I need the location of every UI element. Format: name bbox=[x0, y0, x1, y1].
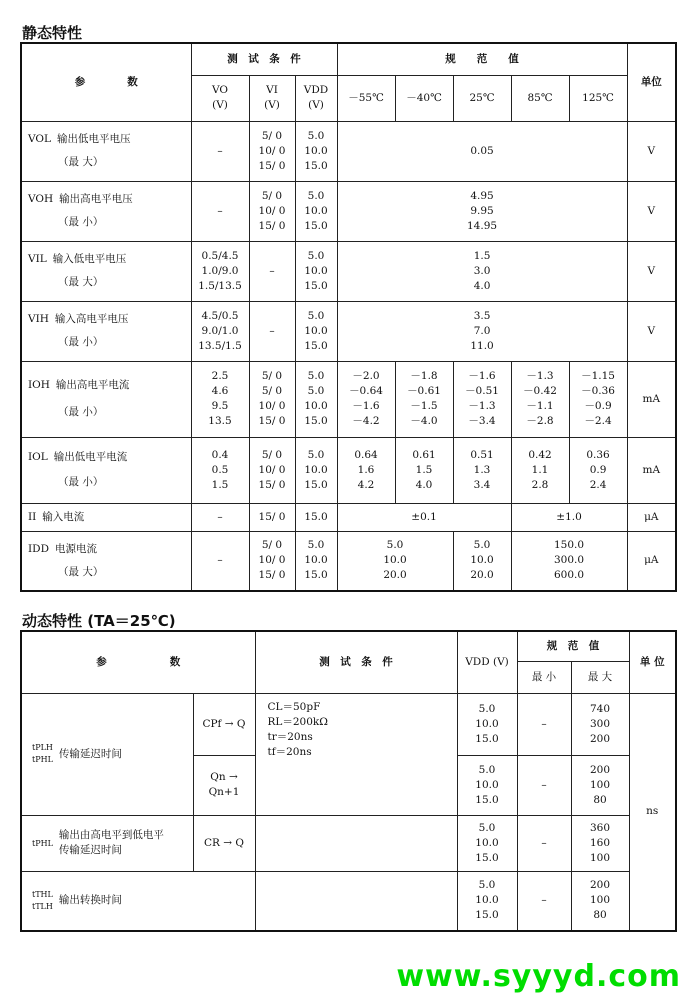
table-row bbox=[21, 181, 676, 241]
vdd-cell: 5.0 5.0 10.0 15.0 bbox=[295, 361, 337, 437]
param-cell bbox=[21, 241, 191, 301]
param-symbol: tPLH bbox=[32, 743, 53, 752]
spec-header: 规 范 值 bbox=[337, 43, 627, 75]
param-desc: 输入电流 bbox=[42, 510, 85, 523]
vo-cell: 0.4 0.5 1.5 bbox=[191, 437, 249, 503]
vi-cell: 5/ 0 10/ 0 15/ 0 bbox=[249, 437, 295, 503]
param-desc: 输出高电平电压 bbox=[59, 193, 133, 205]
param-cell bbox=[21, 531, 191, 591]
param-symbol: tPHL bbox=[32, 755, 53, 764]
unit-cell: V bbox=[627, 121, 676, 181]
vo-cell: 0.5/4.5 1.0/9.0 1.5/13.5 bbox=[191, 241, 249, 301]
param-cell bbox=[21, 871, 255, 931]
param-cell bbox=[21, 693, 193, 815]
param-note: （最 大） bbox=[58, 156, 104, 168]
vdd-cell: 5.0 10.0 15.0 bbox=[295, 121, 337, 181]
sub-condition: Qn → Qn+1 bbox=[193, 755, 255, 815]
col-vo: VO (V) bbox=[191, 75, 249, 121]
value-cell: 4.95 9.95 14.95 bbox=[337, 181, 627, 241]
param-cell bbox=[21, 815, 193, 871]
param-symbol: tPHL bbox=[32, 838, 53, 848]
conditions-cell bbox=[255, 871, 457, 931]
value-cell: －2.0 －0.64 －1.6 －4.2 bbox=[337, 361, 395, 437]
param-desc: 输入高电平电压 bbox=[54, 313, 129, 325]
vi-cell: 5/ 0 5/ 0 10/ 0 15/ 0 bbox=[249, 361, 295, 437]
vi-cell: 15/ 0 bbox=[249, 503, 295, 531]
table-row bbox=[21, 531, 676, 591]
unit-cell: V bbox=[627, 241, 676, 301]
sub-condition: CR → Q bbox=[193, 815, 255, 871]
value-cell: －1.3 －0.42 －1.1 －2.8 bbox=[511, 361, 569, 437]
min-cell: – bbox=[517, 815, 571, 871]
col-max: 最 大 bbox=[571, 661, 629, 693]
param-note: （最 大） bbox=[58, 276, 104, 288]
param-symbol: II bbox=[28, 510, 37, 523]
value-cell: 0.64 1.6 4.2 bbox=[337, 437, 395, 503]
vdd-cell: 15.0 bbox=[295, 503, 337, 531]
col-vi: VI (V) bbox=[249, 75, 295, 121]
param-note: （最 小） bbox=[58, 336, 104, 348]
param-header: 参 数 bbox=[21, 43, 191, 121]
value-cell: －1.15 －0.36 －0.9 －2.4 bbox=[569, 361, 627, 437]
table-row bbox=[21, 871, 676, 931]
value-cell: ±0.1 bbox=[337, 503, 511, 531]
max-cell: 360 160 100 bbox=[571, 815, 629, 871]
param-symbol: VIL bbox=[28, 253, 47, 265]
vi-cell: – bbox=[249, 301, 295, 361]
max-cell: 200 100 80 bbox=[571, 755, 629, 815]
table-row bbox=[21, 301, 676, 361]
temp-col: －40℃ bbox=[395, 75, 453, 121]
value-cell: 150.0 300.0 600.0 bbox=[511, 531, 627, 591]
conditions-cell bbox=[255, 815, 457, 871]
value-cell: ±1.0 bbox=[511, 503, 627, 531]
value-cell: 3.5 7.0 11.0 bbox=[337, 301, 627, 361]
min-cell: – bbox=[517, 871, 571, 931]
param-desc: 输出转换时间 bbox=[58, 894, 122, 907]
test-condition-header: 测 试 条 件 bbox=[255, 631, 457, 693]
max-cell: 200 100 80 bbox=[571, 871, 629, 931]
vdd-cell: 5.0 10.0 15.0 bbox=[457, 871, 517, 931]
max-cell: 740 300 200 bbox=[571, 693, 629, 755]
value-cell: －1.8 －0.61 －1.5 －4.0 bbox=[395, 361, 453, 437]
conditions-cell: CL＝50pF RL＝200kΩ tr＝20ns tf＝20ns bbox=[255, 693, 457, 815]
param-cell bbox=[21, 503, 191, 531]
param-cell bbox=[21, 301, 191, 361]
sub-condition: CPf → Q bbox=[193, 693, 255, 755]
param-symbol: IOL bbox=[28, 451, 48, 463]
value-cell: 0.42 1.1 2.8 bbox=[511, 437, 569, 503]
param-desc: 传输延迟时间 bbox=[58, 844, 122, 856]
param-note: （最 小） bbox=[58, 406, 104, 418]
param-symbol: IDD bbox=[28, 542, 49, 555]
unit-cell: mA bbox=[627, 361, 676, 437]
watermark: www.syyyd.com bbox=[396, 959, 681, 994]
test-condition-header: 测 试 条 件 bbox=[191, 43, 337, 75]
vdd-cell: 5.0 10.0 15.0 bbox=[457, 815, 517, 871]
vdd-cell: 5.0 10.0 15.0 bbox=[295, 531, 337, 591]
spec-header: 规 范 值 bbox=[517, 631, 629, 661]
vo-cell: – bbox=[191, 121, 249, 181]
min-cell: – bbox=[517, 755, 571, 815]
value-cell: 1.5 3.0 4.0 bbox=[337, 241, 627, 301]
temp-col: 25℃ bbox=[453, 75, 511, 121]
param-symbol: IOH bbox=[28, 379, 50, 391]
value-cell: 5.0 10.0 20.0 bbox=[453, 531, 511, 591]
vo-cell: – bbox=[191, 181, 249, 241]
unit-cell: mA bbox=[627, 437, 676, 503]
dynamic-section-title: 动态特性 (TA＝25℃) bbox=[22, 612, 176, 630]
table-row bbox=[21, 361, 676, 437]
static-characteristics-table bbox=[20, 42, 677, 592]
param-cell bbox=[21, 361, 191, 437]
param-symbol: VOH bbox=[28, 193, 54, 205]
vo-cell: 2.5 4.6 9.5 13.5 bbox=[191, 361, 249, 437]
unit-cell: V bbox=[627, 181, 676, 241]
vdd-cell: 5.0 10.0 15.0 bbox=[295, 437, 337, 503]
param-symbol: VOL bbox=[28, 133, 51, 145]
value-cell: 0.61 1.5 4.0 bbox=[395, 437, 453, 503]
param-header: 参 数 bbox=[21, 631, 255, 693]
min-cell: – bbox=[517, 693, 571, 755]
param-symbol: tTHL bbox=[32, 889, 53, 899]
vdd-cell: 5.0 10.0 15.0 bbox=[295, 241, 337, 301]
table-row bbox=[21, 815, 676, 871]
vo-cell: 4.5/0.5 9.0/1.0 13.5/1.5 bbox=[191, 301, 249, 361]
param-desc: 电源电流 bbox=[55, 542, 97, 555]
param-note: （最 小） bbox=[58, 216, 104, 228]
table-row bbox=[21, 241, 676, 301]
param-desc: 输入低电平电压 bbox=[52, 253, 127, 265]
table-row bbox=[21, 437, 676, 503]
unit-cell: V bbox=[627, 301, 676, 361]
param-cell bbox=[21, 121, 191, 181]
vdd-cell: 5.0 10.0 15.0 bbox=[457, 693, 517, 755]
value-cell: －1.6 －0.51 －1.3 －3.4 bbox=[453, 361, 511, 437]
param-note: （最 小） bbox=[58, 476, 104, 488]
param-desc: 输出高电平电流 bbox=[55, 379, 130, 391]
temp-col: 85℃ bbox=[511, 75, 569, 121]
dynamic-characteristics-table bbox=[20, 630, 677, 932]
table-row bbox=[21, 503, 676, 531]
vdd-cell: 5.0 10.0 15.0 bbox=[295, 181, 337, 241]
vi-cell: 5/ 0 10/ 0 15/ 0 bbox=[249, 531, 295, 591]
temp-col: 125℃ bbox=[569, 75, 627, 121]
vi-cell: 5/ 0 10/ 0 15/ 0 bbox=[249, 121, 295, 181]
col-min: 最 小 bbox=[517, 661, 571, 693]
param-cell bbox=[21, 437, 191, 503]
value-cell: 0.51 1.3 3.4 bbox=[453, 437, 511, 503]
vdd-cell: 5.0 10.0 15.0 bbox=[457, 755, 517, 815]
vo-cell: – bbox=[191, 531, 249, 591]
static-section-title: 静态特性 bbox=[22, 24, 83, 42]
param-desc: 输出低电平电压 bbox=[56, 133, 131, 145]
temp-col: －55℃ bbox=[337, 75, 395, 121]
table-row bbox=[21, 693, 676, 755]
value-cell: 5.0 10.0 20.0 bbox=[337, 531, 453, 591]
vo-cell: – bbox=[191, 503, 249, 531]
param-note: （最 大） bbox=[58, 565, 104, 578]
param-desc: 传输延迟时间 bbox=[58, 747, 122, 760]
vdd-cell: 5.0 10.0 15.0 bbox=[295, 301, 337, 361]
vi-cell: 5/ 0 10/ 0 15/ 0 bbox=[249, 181, 295, 241]
param-symbol: tTLH bbox=[32, 901, 53, 911]
table-row bbox=[21, 121, 676, 181]
param-symbol: VIH bbox=[28, 313, 49, 325]
unit-cell: μA bbox=[627, 503, 676, 531]
vi-cell: – bbox=[249, 241, 295, 301]
param-desc: 输出由高电平到低电平 bbox=[58, 829, 164, 841]
unit-header: 单位 bbox=[627, 43, 676, 121]
unit-cell: μA bbox=[627, 531, 676, 591]
col-vdd: VDD (V) bbox=[295, 75, 337, 121]
value-cell: 0.36 0.9 2.4 bbox=[569, 437, 627, 503]
param-cell bbox=[21, 181, 191, 241]
unit-header: 单 位 bbox=[629, 631, 676, 693]
value-cell: 0.05 bbox=[337, 121, 627, 181]
param-desc: 输出低电平电流 bbox=[53, 451, 128, 463]
col-vdd: VDD (V) bbox=[457, 631, 517, 693]
unit-cell: ns bbox=[629, 693, 676, 931]
